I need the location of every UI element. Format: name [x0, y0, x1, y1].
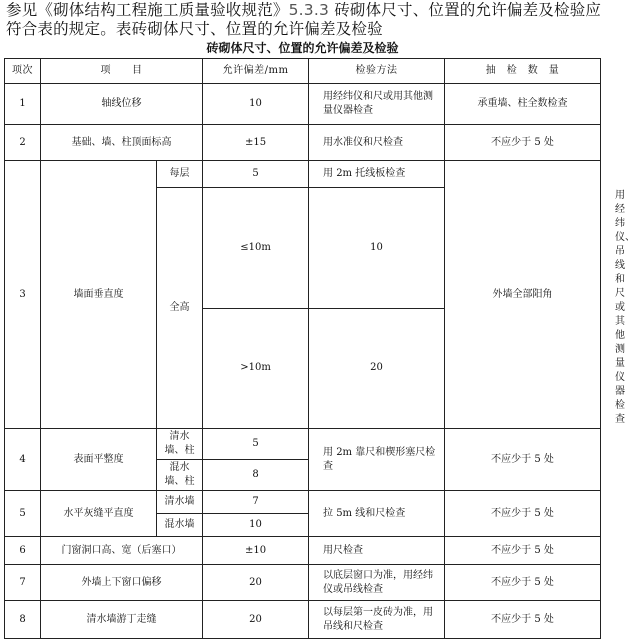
row-no: 3: [5, 161, 41, 429]
intro-rest: 砖砌体尺寸、位置的允许偏差及检验应符合表的规定。表砖砌体尺寸、位置的允许偏差及检验: [6, 1, 602, 38]
row-method: 用 2m 靠尺和楔形塞尺检查: [309, 429, 445, 491]
sub-item-gt10: >10m: [203, 308, 309, 429]
row-tolerance: 5: [203, 161, 309, 188]
clause-number: 5.3.3: [288, 1, 330, 19]
intro-prefix: 参见《砌体结构工程施工质量验收规范》: [6, 1, 289, 19]
row-sampling: 外墙全部阳角: [445, 161, 601, 429]
row-method: 以每层第一皮砖为准，用吊线和尺检查: [309, 601, 445, 639]
tolerance-table: [4, 58, 635, 639]
row-no: 1: [5, 84, 41, 125]
sub-item: 混水墙: [157, 514, 203, 537]
row-method: 用水准仪和尺检查: [309, 125, 445, 161]
row-item: 轴线位移: [41, 84, 203, 125]
row-method: 用经纬仪和尺或用其他测量仪器检查: [309, 84, 445, 125]
row-no: 6: [5, 537, 41, 565]
row-tolerance: 10: [309, 188, 445, 309]
table-header-row: [5, 59, 601, 84]
row-no: 2: [5, 125, 41, 161]
table-row: [5, 565, 601, 601]
sub-item: 清水墙: [157, 491, 203, 514]
row-method: 拉 5m 线和尺检查: [309, 491, 445, 537]
row-item: 基础、墙、柱顶面标高: [41, 125, 203, 161]
row-tolerance: 10: [203, 84, 309, 125]
row-method: 以底层窗口为准，用经纬仪或吊线检查: [309, 565, 445, 601]
table-title: 砖砌体尺寸、位置的允许偏差及检验: [206, 41, 399, 55]
table-row: [5, 601, 601, 639]
row-tolerance: 20: [203, 565, 309, 601]
table-row: [5, 491, 601, 514]
table-row: [5, 537, 601, 565]
row-sampling: 不应少于 5 处: [445, 429, 601, 491]
row-tolerance: 20: [309, 308, 445, 429]
row-item: 表面平整度: [41, 429, 157, 491]
row-tolerance: 5: [203, 429, 309, 460]
row-tolerance: ±15: [203, 125, 309, 161]
intro-paragraph: [6, 1, 602, 39]
row-item: 水平灰缝平直度: [41, 491, 157, 537]
row-tolerance: 20: [203, 601, 309, 639]
row-sampling: 不应少于 5 处: [445, 565, 601, 601]
row-method: 用 2m 托线板检查: [309, 161, 445, 188]
row-tolerance: ±10: [203, 537, 309, 565]
sub-item-full-height: 全高: [157, 188, 203, 429]
header-sampling: 抽 检 数 量: [445, 59, 601, 84]
row-tolerance: 10: [203, 514, 309, 537]
row-no: 8: [5, 601, 41, 639]
header-method: 检验方法: [309, 59, 445, 84]
row-no: 5: [5, 491, 41, 537]
table-row: [5, 161, 601, 188]
sub-item-per-floor: 每层: [157, 161, 203, 188]
row-method: 用尺检查: [309, 537, 445, 565]
sub-item: 混水墙、柱: [157, 460, 203, 491]
sub-item: 清水墙、柱: [157, 429, 203, 460]
table-row: [5, 84, 601, 125]
table-row: [5, 125, 601, 161]
row-no: 4: [5, 429, 41, 491]
row-tolerance: 8: [203, 460, 309, 491]
row-item: 墙面垂直度: [41, 161, 157, 429]
row-sampling: 不应少于 5 处: [445, 125, 601, 161]
row-item: 外墙上下窗口偏移: [41, 565, 203, 601]
row-sampling: 不应少于 5 处: [445, 537, 601, 565]
row-sampling: 不应少于 5 处: [445, 491, 601, 537]
row-no: 7: [5, 565, 41, 601]
row-sampling: 不应少于 5 处: [445, 601, 601, 639]
header-tolerance: 允许偏差/mm: [203, 59, 309, 84]
table-row: 全高 ≤10m 10 用经纬仪、吊线和尺或其他测量仪器检查: [5, 188, 601, 309]
row-tolerance: 7: [203, 491, 309, 514]
header-no: 项次: [5, 59, 41, 84]
sub-item-le10: ≤10m: [203, 188, 309, 309]
table-row: [5, 429, 601, 460]
row-item: 清水墙游丁走缝: [41, 601, 203, 639]
row-sampling: 承重墙、柱全数检查: [445, 84, 601, 125]
header-item: 项 目: [41, 59, 203, 84]
row-item: 门窗洞口高、宽（后塞口）: [41, 537, 203, 565]
